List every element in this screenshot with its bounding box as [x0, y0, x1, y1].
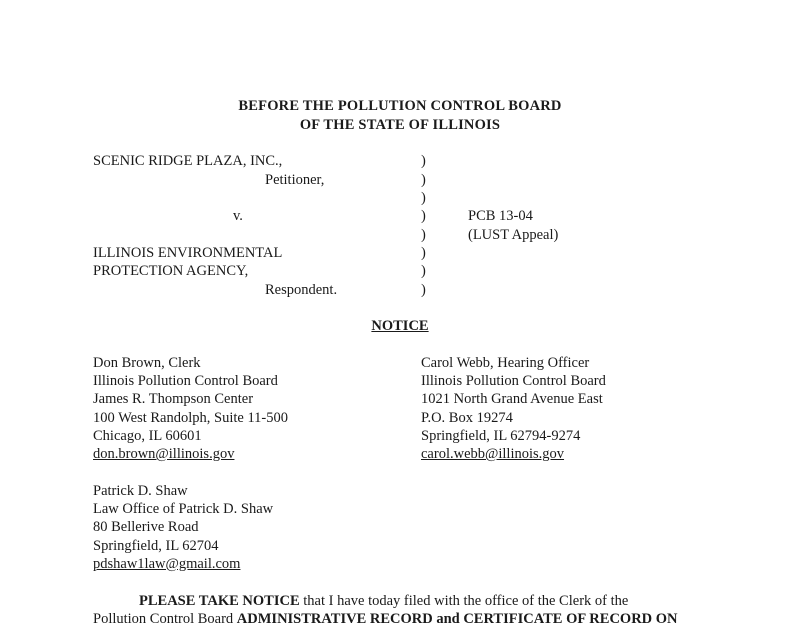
- case-number: PCB 13-04: [468, 208, 533, 224]
- body-lead: PLEASE TAKE NOTICE: [139, 593, 300, 609]
- notice-title: NOTICE: [371, 318, 429, 334]
- recipient-city: Chicago, IL 60601: [93, 427, 202, 444]
- recipient-street: 1021 North Grand Avenue East: [421, 391, 603, 408]
- recipient-street: 80 Bellerive Road: [93, 519, 199, 536]
- recipient-email-link[interactable]: carol.webb@illinois.gov: [421, 446, 565, 463]
- caption-paren: ): [421, 153, 426, 169]
- recipient-building: James R. Thompson Center: [93, 391, 254, 408]
- versus-label: v.: [233, 208, 243, 224]
- caption-paren: ): [421, 227, 426, 243]
- body-text: that I have today filed with the office of the Clerk of the: [299, 593, 629, 609]
- recipient-street: 100 West Randolph, Suite 11-500: [93, 409, 288, 426]
- board-heading-line2: OF THE STATE OF ILLINOIS: [299, 117, 501, 133]
- respondent-name-line1: ILLINOIS ENVIRONMENTAL: [93, 245, 283, 261]
- recipient-city: Springfield, IL 62794-9274: [421, 427, 581, 444]
- recipient-hearing-officer: [421, 354, 606, 463]
- recipient-name: Carol Webb, Hearing Officer: [421, 355, 590, 371]
- recipient-po-box: P.O. Box 19274: [421, 409, 513, 426]
- recipient-email-link[interactable]: pdshaw1law@gmail.com: [93, 555, 241, 572]
- body-line2: [93, 611, 678, 628]
- respondent-name-line2: PROTECTION AGENCY,: [93, 263, 249, 279]
- recipient-name: Patrick D. Shaw: [93, 483, 188, 499]
- recipient-org: Illinois Pollution Control Board: [93, 373, 278, 390]
- body-line1: [139, 593, 628, 610]
- recipient-name: Don Brown, Clerk: [93, 355, 201, 371]
- caption-paren: ): [421, 245, 426, 261]
- recipient-org: Law Office of Patrick D. Shaw: [93, 501, 274, 518]
- recipient-clerk: [93, 354, 288, 463]
- caption-paren: ): [421, 172, 426, 188]
- recipient-city: Springfield, IL 62704: [93, 537, 219, 554]
- petitioner-role: Petitioner,: [265, 172, 325, 188]
- petitioner-name: SCENIC RIDGE PLAZA, INC.,: [93, 153, 283, 169]
- recipient-counsel: [93, 482, 273, 573]
- caption-paren: ): [421, 208, 426, 224]
- body-bold-text: ADMINISTRATIVE RECORD and CERTIFICATE OF RECORD ON: [236, 611, 678, 627]
- caption-paren: ): [421, 190, 426, 206]
- recipient-email-link[interactable]: don.brown@illinois.gov: [93, 446, 235, 463]
- caption-paren: ): [421, 263, 426, 279]
- board-heading-line1: BEFORE THE POLLUTION CONTROL BOARD: [238, 98, 562, 114]
- case-type: (LUST Appeal): [468, 227, 559, 243]
- body-text: Pollution Control Board: [93, 611, 237, 627]
- recipient-org: Illinois Pollution Control Board: [421, 373, 606, 390]
- respondent-role: Respondent.: [265, 282, 338, 298]
- caption-paren: ): [421, 282, 426, 298]
